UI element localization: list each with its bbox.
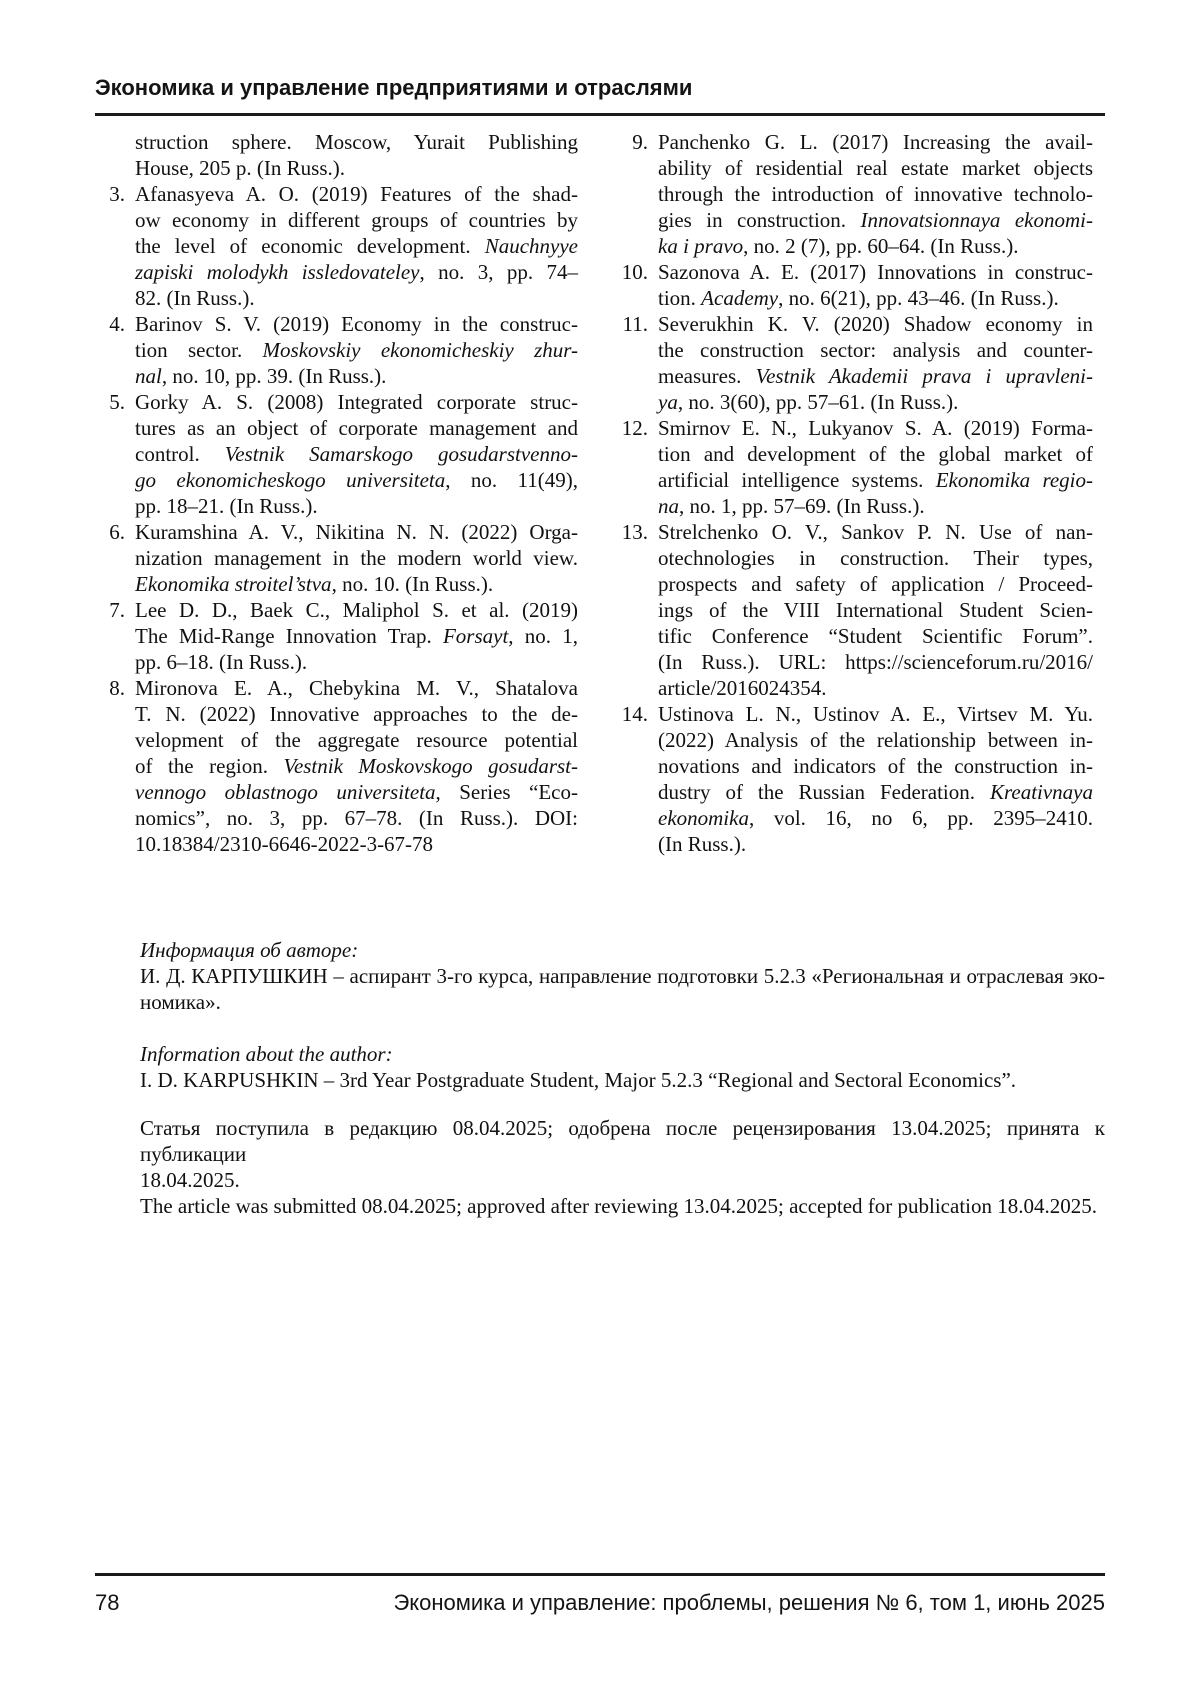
text-line: Afanasyeva A. O. (2019) Features of the shad- — [135, 182, 578, 206]
reference-text — [135, 129, 578, 181]
submission-dates-ru-text — [140, 1115, 1105, 1193]
text-line: Gorky A. S. (2008) Integrated corporate struc- — [135, 390, 578, 414]
text-line: 18.04.2025. — [140, 1168, 240, 1192]
text-line: The article was submitted 08.04.2025; approved after reviewing 13.04.2025; accepted for publication 18.04.2025. — [140, 1194, 1097, 1218]
header-rule — [95, 113, 1105, 116]
text-line: Smirnov E. N., Lukyanov S. A. (2019) Forma- — [658, 416, 1093, 440]
reference-item — [618, 311, 1093, 415]
text-line: tion sector. Moskovskiy ekonomicheskiy zhur- — [135, 338, 578, 362]
reference-number: 14. — [621, 702, 648, 726]
author-info-en-text — [140, 1067, 1105, 1093]
text-line: Barinov S. V. (2019) Economy in the construc- — [135, 312, 578, 336]
text-line: ability of residential real estate market objects — [658, 156, 1093, 180]
text-line: nal, no. 10, pp. 39. (In Russ.). — [135, 364, 387, 388]
reference-item — [618, 519, 1093, 701]
text-line: Strelchenko O. V., Sankov P. N. Use of nan- — [658, 520, 1093, 544]
author-info-ru — [140, 937, 1105, 1015]
reference-text — [135, 597, 578, 675]
text-line: House, 205 p. (In Russ.). — [135, 156, 345, 180]
text-line: Severukhin K. V. (2020) Shadow economy in — [658, 312, 1093, 336]
text-line: control. Vestnik Samarskogo gosudarstvenno- — [135, 442, 578, 466]
reference-number: 3. — [109, 182, 125, 206]
text-line: Panchenko G. L. (2017) Increasing the avail- — [658, 130, 1093, 154]
text-line: номика». — [140, 990, 221, 1014]
text-line: gies in construction. Innovatsionnaya ekonomi- — [658, 208, 1093, 232]
text-line: measures. Vestnik Akademii prava i upravleni- — [658, 364, 1094, 388]
submission-dates-ru — [140, 1115, 1105, 1193]
reference-item — [95, 597, 578, 675]
text-line: go ekonomicheskogo universiteta, no. 11(49), — [135, 468, 578, 492]
text-line: И. Д. КАРПУШКИН – аспирант 3-го курса, направление подготовки 5.2.3 «Региональная и отраслевая эко- — [140, 964, 1105, 988]
text-line: pp. 6–18. (In Russ.). — [135, 650, 308, 674]
reference-item — [618, 415, 1093, 519]
page-number: 78 — [95, 1590, 120, 1615]
reference-text — [135, 389, 578, 519]
text-line: tion and development of the global market of — [658, 442, 1093, 466]
reference-number: 11. — [622, 312, 648, 336]
text-line: Ustinova L. N., Ustinov A. E., Virtsev M. Yu. — [658, 702, 1093, 726]
journal-page — [95, 0, 1105, 1698]
reference-number: 6. — [109, 520, 125, 544]
text-line: na, no. 1, pp. 57–69. (In Russ.). — [658, 494, 925, 518]
text-line: 82. (In Russ.). — [135, 286, 255, 310]
references-right-column — [618, 129, 1093, 857]
text-line: vennogo oblastnogo universiteta, Series “Eco- — [135, 780, 578, 804]
text-line: artificial intelligence systems. Ekonomika regio- — [658, 468, 1093, 492]
reference-text — [135, 675, 578, 857]
text-line: (In Russ.). URL: https://scienceforum.ru/2016/ — [658, 650, 1093, 674]
reference-text — [658, 519, 1093, 701]
text-line: the construction sector: analysis and counter- — [658, 338, 1093, 362]
text-line: prospects and safety of application / Proceed- — [658, 572, 1093, 596]
page-header — [95, 0, 1105, 116]
reference-text — [658, 415, 1093, 519]
text-line: of the region. Vestnik Moskovskogo gosudarst- — [135, 754, 578, 778]
text-line: Lee D. D., Baek C., Maliphol S. et al. (2019) — [135, 598, 578, 622]
text-line: Ekonomika stroitel’stva, no. 10. (In Russ.). — [135, 572, 494, 596]
text-line: the level of economic development. Nauchnyye — [135, 234, 578, 258]
text-line: zapiski molodykh issledovateley, no. 3, pp. 74– — [135, 260, 579, 284]
text-line: T. N. (2022) Innovative approaches to the de- — [135, 702, 578, 726]
reference-number: 8. — [109, 676, 125, 700]
text-line: novations and indicators of the construction in- — [658, 754, 1093, 778]
submission-dates-en — [140, 1193, 1105, 1219]
author-info-en — [140, 1041, 1105, 1093]
reference-text — [658, 129, 1093, 259]
text-line: through the introduction of innovative technolo- — [658, 182, 1093, 206]
submission-dates-en-text — [140, 1193, 1105, 1219]
reference-item — [618, 129, 1093, 259]
reference-number: 12. — [621, 416, 648, 440]
footer-journal-title: Экономика и управление: проблемы, решения № 6, том 1, июнь 2025 — [393, 1590, 1105, 1615]
text-line: ow economy in different groups of countries by — [135, 208, 578, 232]
text-line: (2022) Analysis of the relationship between in- — [658, 728, 1093, 752]
running-head-title: Экономика и управление предприятиями и отраслями — [95, 75, 693, 100]
text-line: struction sphere. Moscow, Yurait Publishing — [135, 130, 578, 154]
text-line: The Mid-Range Innovation Trap. Forsayt, no. 1, — [135, 624, 578, 648]
author-info-ru-heading: Информация об авторе: — [140, 938, 359, 962]
text-line: article/2016024354. — [658, 676, 827, 700]
text-line: 10.18384/2310-6646-2022-3-67-78 — [135, 832, 434, 856]
reference-item — [95, 311, 578, 389]
author-info-ru-text — [140, 963, 1105, 1015]
text-line: nomics”, no. 3, pp. 67–78. (In Russ.). DOI: — [135, 806, 578, 830]
text-line: dustry of the Russian Federation. Kreativnaya — [658, 780, 1093, 804]
reference-item — [95, 129, 578, 181]
reference-item — [95, 389, 578, 519]
text-line: ya, no. 3(60), pp. 57–61. (In Russ.). — [658, 390, 959, 414]
author-info-en-heading: Information about the author: — [140, 1042, 393, 1066]
text-line: ka i pravo, no. 2 (7), pp. 60–64. (In Russ.). — [658, 234, 1019, 258]
text-line: I. D. KARPUSHKIN – 3rd Year Postgraduate Student, Major 5.2.3 “Regional and Sectoral Economics”. — [140, 1068, 1017, 1092]
reference-text — [658, 701, 1093, 857]
text-line: Kuramshina A. V., Nikitina N. N. (2022) Orga- — [135, 520, 578, 544]
references-section — [95, 129, 1105, 857]
reference-text — [658, 259, 1093, 311]
text-line: velopment of the aggregate resource potential — [135, 728, 578, 752]
text-line: Статья поступила в редакцию 08.04.2025; одобрена после рецензирования 13.04.2025; принята к публикации — [140, 1116, 1105, 1166]
reference-number: 4. — [109, 312, 125, 336]
text-line: pp. 18–21. (In Russ.). — [135, 494, 318, 518]
text-line: otechnologies in construction. Their types, — [658, 546, 1093, 570]
references-left-column — [95, 129, 578, 857]
reference-item — [95, 181, 578, 311]
reference-number: 7. — [109, 598, 125, 622]
reference-number — [95, 129, 125, 181]
text-line: tion. Academy, no. 6(21), pp. 43–46. (In Russ.). — [658, 286, 1059, 310]
reference-item — [618, 701, 1093, 857]
text-line: ekonomika, vol. 16, no 6, pp. 2395–2410. — [658, 806, 1093, 830]
text-line: ings of the VIII International Student Scien- — [658, 598, 1093, 622]
reference-text — [135, 311, 578, 389]
page-footer — [95, 1573, 1105, 1615]
text-line: Sazonova A. E. (2017) Innovations in construc- — [658, 260, 1093, 284]
reference-text — [135, 181, 578, 311]
reference-text — [658, 311, 1093, 415]
text-line: tures as an object of corporate management and — [135, 416, 578, 440]
reference-item — [95, 675, 578, 857]
reference-number: 10. — [621, 260, 648, 284]
reference-number: 13. — [621, 520, 648, 544]
text-line: Mironova E. A., Chebykina M. V., Shatalova — [135, 676, 578, 700]
footer-rule — [95, 1573, 1105, 1576]
reference-number: 5. — [109, 390, 125, 414]
text-line: nization management in the modern world view. — [135, 546, 578, 570]
reference-item — [618, 259, 1093, 311]
reference-item — [95, 519, 578, 597]
text-line: tific Conference “Student Scientific Forum”. — [658, 624, 1093, 648]
text-line: (In Russ.). — [658, 832, 747, 856]
reference-number: 9. — [632, 130, 648, 154]
reference-text — [135, 519, 578, 597]
